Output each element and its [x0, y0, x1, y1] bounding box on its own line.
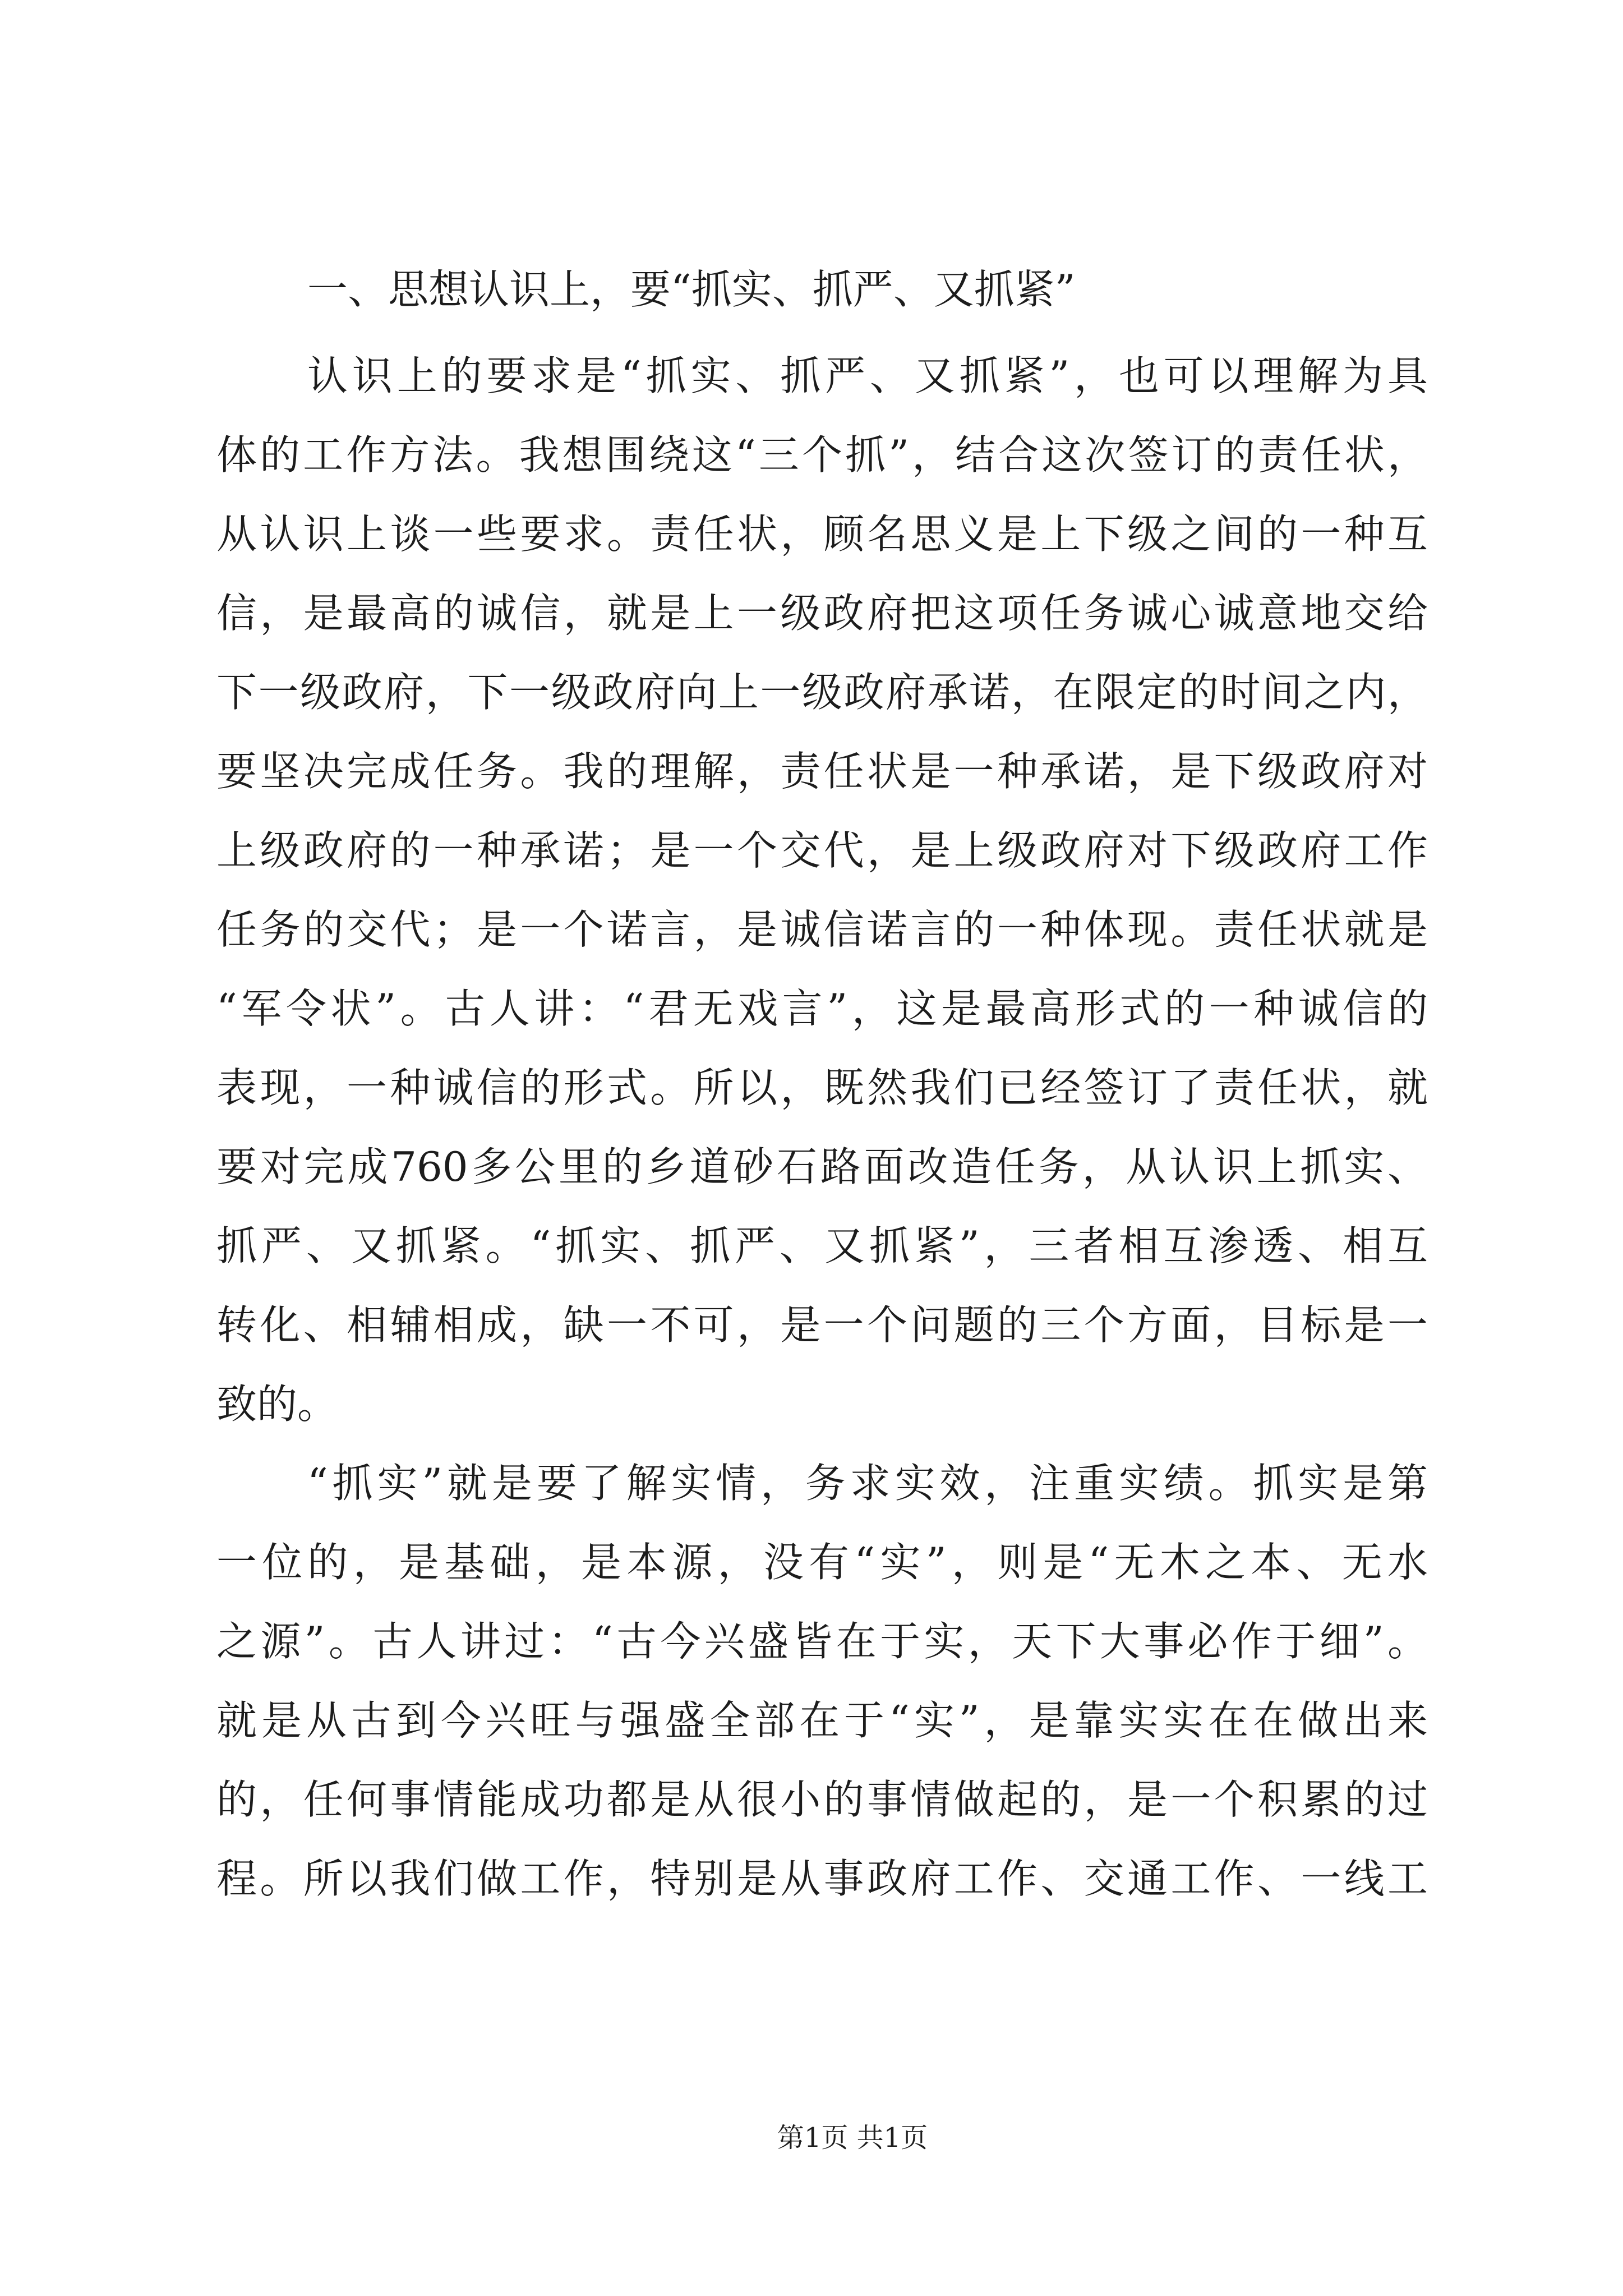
body-line: 就是从古到今兴旺与强盛全部在于“实”，是靠实实在在做出来 [216, 1697, 1428, 1744]
body-line: 致的。 [216, 1381, 338, 1428]
body-paragraph [216, 1444, 1428, 1918]
body-line: “抓实”就是要了解实情，务求实效，注重实绩。抓实是第 [307, 1460, 1428, 1507]
body-line: 程。所以我们做工作，特别是从事政府工作、交通工作、一线工 [216, 1855, 1428, 1902]
body-line: 上级政府的一种承诺；是一个交代，是上级政府对下级政府工作 [216, 827, 1428, 874]
body-line: 一位的，是基础，是本源，没有“实”，则是“无木之本、无水 [216, 1539, 1428, 1586]
body-line: 要对完成760多公里的乡道砂石路面改造任务，从认识上抓实、 [216, 1143, 1428, 1190]
section-heading: 一、思想认识上，要“抓实、抓严、又抓紧” [307, 266, 1076, 313]
body-line: 之源”。古人讲过：“古今兴盛皆在于实，天下大事必作于细”。 [216, 1618, 1428, 1665]
document-body [216, 337, 1428, 1918]
body-line: 信，是最高的诚信，就是上一级政府把这项任务诚心诚意地交给 [216, 590, 1428, 637]
body-line: 转化、相辅相成，缺一不可，是一个问题的三个方面，目标是一 [216, 1301, 1428, 1349]
body-line: 表现，一种诚信的形式。所以，既然我们已经签订了责任状，就 [216, 1064, 1428, 1111]
body-line: 认识上的要求是“抓实、抓严、又抓紧”，也可以理解为具 [307, 352, 1428, 399]
body-line: 要坚决完成任务。我的理解，责任状是一种承诺，是下级政府对 [216, 748, 1428, 795]
body-line: 体的工作方法。我想围绕这“三个抓”，结合这次签订的责任状， [216, 431, 1428, 478]
body-line: 任务的交代；是一个诺言，是诚信诺言的一种体现。责任状就是 [216, 906, 1428, 953]
body-line: 的，任何事情能成功都是从很小的事情做起的，是一个积累的过 [216, 1776, 1428, 1823]
page-footer: 第1页 共1页 [777, 2122, 928, 2154]
body-paragraph [216, 337, 1428, 1444]
body-line: 从认识上谈一些要求。责任状，顾名思义是上下级之间的一种互 [216, 510, 1428, 558]
body-line: 抓严、又抓紧。“抓实、抓严、又抓紧”，三者相互渗透、相互 [216, 1222, 1428, 1269]
body-line: “军令状”。古人讲：“君无戏言”，这是最高形式的一种诚信的 [216, 985, 1428, 1032]
body-line: 下一级政府，下一级政府向上一级政府承诺，在限定的时间之内， [216, 669, 1428, 716]
